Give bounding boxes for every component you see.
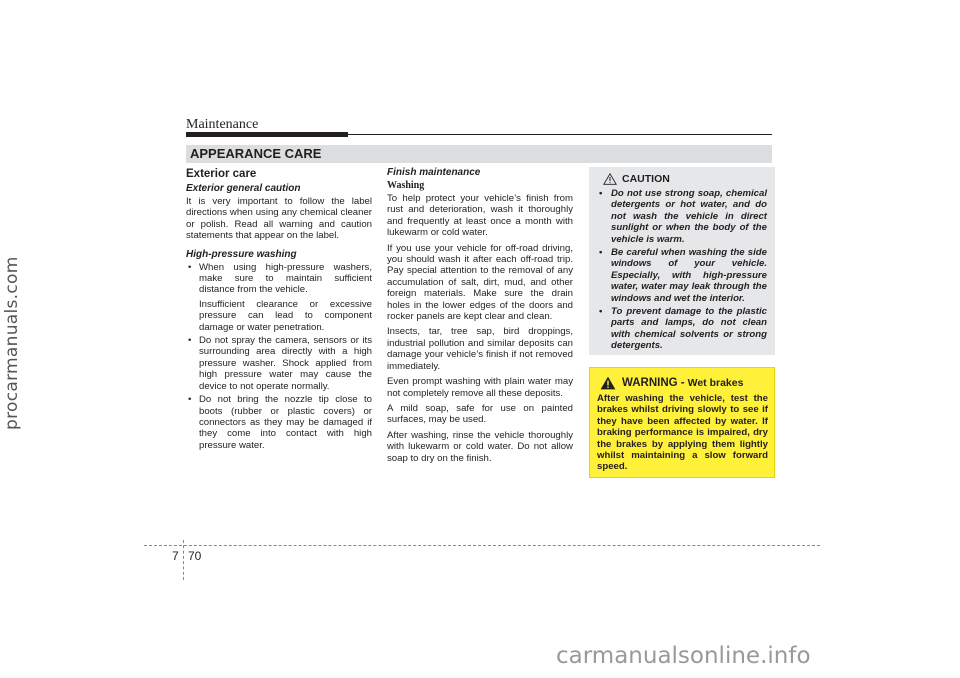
washing-paragraph: A mild soap, safe for use on painted surfaces, may be used.	[387, 402, 573, 426]
chapter-number: 7	[172, 549, 179, 563]
washing-heading: Washing	[387, 180, 425, 191]
list-item: • Do not use strong soap, chemical detergents or hot water, and do not wash the vehicle in direct sunlight or when the body of the vehicle is warm.	[599, 188, 767, 245]
list-item: • To prevent damage to the plastic parts and lamps, do not clean with chemical solvents or strong detergents.	[599, 306, 767, 352]
list-item	[186, 335, 372, 392]
header-rule-thick	[186, 132, 348, 137]
washing-paragraph: Even prompt washing with plain water may not completely remove all these deposits.	[387, 376, 573, 399]
column-finish-maintenance	[387, 167, 573, 468]
footer-rule	[144, 545, 820, 546]
list-item-text: Do not bring the nozzle tip close to boots (rubber or plastic covers) or connectors as they may be damaged if they come into contact with high pressure water.	[199, 394, 372, 451]
list-item-extra: Insufficient clearance or excessive pressure can lead to component damage or water penetration.	[199, 298, 372, 333]
exterior-general-caution-heading: Exterior general caution	[186, 183, 301, 194]
list-item-text: Do not spray the camera, sensors or its surrounding area directly with a high pressure washer. Shock applied from high pressure water may cause the device to not operate normally.	[199, 335, 372, 392]
warning-box	[589, 367, 775, 478]
header-rule-thin	[348, 134, 772, 135]
caution-list	[599, 188, 767, 352]
washing-paragraph: If you use your vehicle for off-road driving, you should wash it after each off-road trip. Pay special attention to the removal of any accumulation of salt, dirt, mud, and other foreign materials. Make sure the drain holes in the lower edges of the doors and rocker panels are kept clear and clean.	[387, 242, 573, 323]
warning-title: WARNING -	[622, 377, 685, 389]
high-pressure-washing-heading: High-pressure washing	[186, 248, 297, 260]
list-item	[186, 262, 372, 333]
finish-maintenance-heading: Finish maintenance	[387, 167, 481, 178]
side-watermark: procarmanuals.com	[2, 256, 22, 430]
caution-box	[589, 167, 775, 355]
washing-paragraph: After washing, rinse the vehicle thoroughly with lukewarm or cold water. Do not allow soap to dry on the finish.	[387, 429, 573, 464]
warning-text: After washing the vehicle, test the brakes whilst driving slowly to see if they have been affected by water. If braking performance is impaired, dry the brakes by applying them lightly whilst maintaining a slow forward speed.	[597, 393, 768, 473]
footer-divider	[183, 540, 184, 580]
washing-paragraph: Insects, tar, tree sap, bird droppings, industrial pollution and similar deposits can damage your vehicle’s finish if not removed immediately.	[387, 326, 573, 372]
exterior-general-caution-text: It is very important to follow the label directions when using any chemical cleaner or polish. Read all warning and caution statements that appear on the label.	[186, 196, 372, 242]
warning-header	[597, 376, 768, 390]
page-number: 70	[188, 549, 202, 563]
caution-triangle-icon	[603, 173, 617, 185]
warning-triangle-icon	[600, 376, 616, 390]
list-item-text: When using high-pressure washers, make sure to maintain sufficient distance from the vehicle.	[199, 261, 372, 296]
exterior-care-heading: Exterior care	[186, 168, 257, 180]
section-title: APPEARANCE CARE	[190, 146, 322, 161]
washing-paragraph: To help protect your vehicle’s finish from rust and deterioration, wash it thoroughly and frequently at least once a month with lukewarm or cold water.	[387, 193, 573, 239]
caution-header	[599, 173, 767, 185]
caution-title: CAUTION	[622, 173, 670, 185]
high-pressure-washing-list	[186, 262, 372, 452]
column-exterior-care	[186, 167, 372, 453]
list-item	[186, 394, 372, 451]
warning-subject: Wet brakes	[687, 377, 744, 389]
header-title: Maintenance	[186, 117, 259, 132]
bottom-watermark: carmanualsonline.info	[556, 643, 811, 669]
list-item: • Be careful when washing the side windows of your vehicle. Especially, with high-pressure water, water may leak through the windows and wet the interior.	[599, 247, 767, 304]
